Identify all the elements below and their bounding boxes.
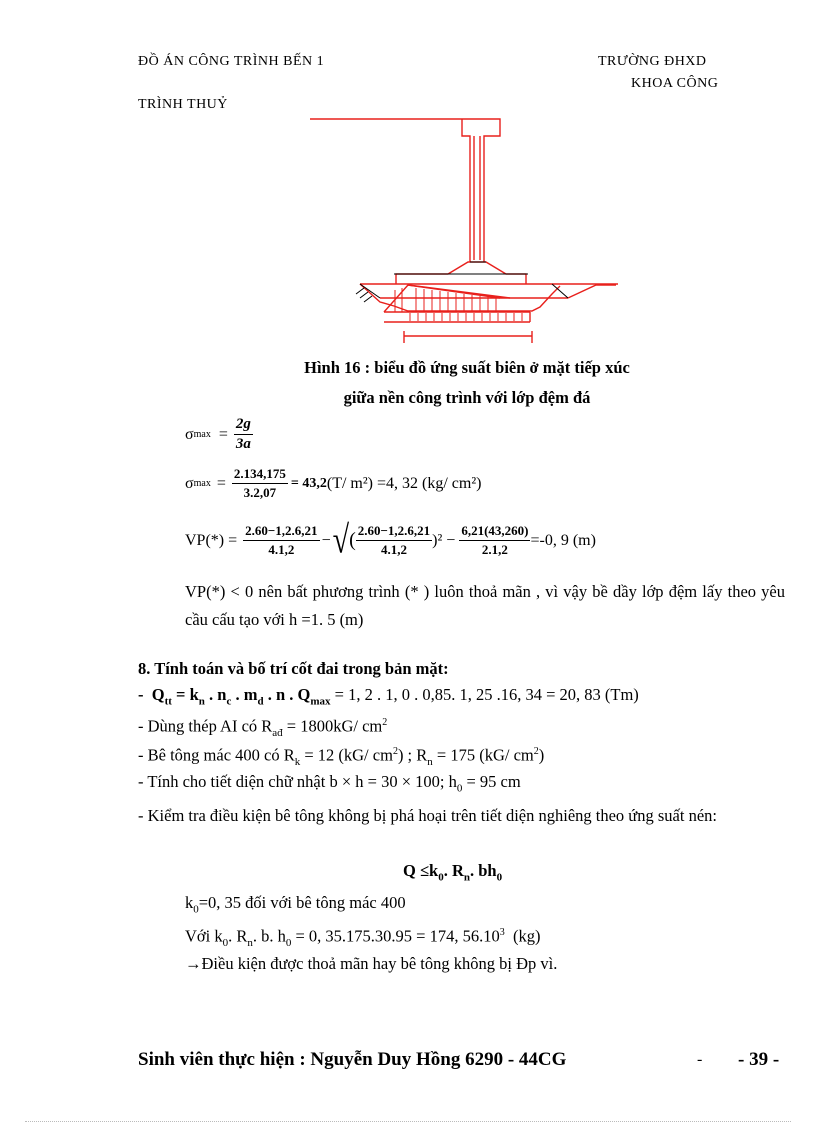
sigma-subscript: max bbox=[193, 478, 211, 489]
figure-caption-line1: Hình 16 : biểu đồ ứng suất biên ở mặt tiếp xúc bbox=[304, 358, 630, 377]
sigma-symbol: σ bbox=[185, 425, 194, 443]
section-8-title: 8. Tính toán và bố trí cốt đai trong bản mặt: bbox=[138, 659, 449, 678]
shear-condition-formula: $Q \le k_0$. $R_n$. $bh_0$ bbox=[403, 861, 503, 884]
header-right-line1: TRƯỜNG ĐHXD bbox=[598, 54, 707, 69]
capacity-line: Với $k_0$. $R_n$. b. $h_0 = 0$, 35.175.30.95 = 174, 56.10$^3$ (kg) bbox=[185, 926, 541, 949]
open-paren: ( bbox=[349, 529, 356, 551]
sigma-result-value: = 43,2 bbox=[290, 475, 327, 491]
sigma-subscript: max bbox=[193, 429, 211, 440]
conclusion-line: →Điều kiện được thoả mãn hay bê tông không bị Đp vì. bbox=[185, 954, 558, 973]
q-calculation-value: = 1, 2 . 1, 0 . 0,85. 1, 25 .16, 34 = 20, 83 (Tm) bbox=[334, 685, 639, 704]
fraction-denominator: 2.1,2 bbox=[481, 542, 508, 557]
header-left-line1: ĐỒ ÁN CÔNG TRÌNH BẾN 1 bbox=[138, 54, 325, 69]
fraction-numerator: 2.134,175 bbox=[232, 466, 288, 484]
minus-sign-2: − bbox=[446, 531, 456, 549]
figure-caption-line2: giữa nền công trình với lớp đệm đá bbox=[343, 388, 591, 407]
concrete-line: - Bê tông mác 400 có $R_k = 12$ (kG/ $cm^2$) ; $R_n = 175$ (kG/ $cm^2$) bbox=[138, 745, 545, 768]
vp-fraction-3 bbox=[459, 523, 530, 558]
vp-result: =-0, 9 (m) bbox=[530, 531, 596, 549]
footer-student: Sinh viên thực hiện : Nguyễn Duy Hồng 6290 - 44CG bbox=[138, 1049, 567, 1070]
footer-page-number: - 39 - bbox=[738, 1049, 780, 1070]
fraction-2g-3a bbox=[234, 416, 253, 453]
fraction-denominator: 3.2,07 bbox=[243, 485, 277, 500]
page-bottom-divider bbox=[25, 1121, 791, 1122]
square-root-icon: √ bbox=[332, 518, 350, 562]
vp-conclusion-paragraph: VP(*) < 0 nên bất phương trình (* ) luôn thoả mãn , vì vậy bề dầy lớp đệm lấy theo yêu cầu cấu tạo với h =1. 5 (m) bbox=[185, 582, 785, 629]
header-right-line2: KHOA CÔNG bbox=[631, 76, 719, 91]
fraction-denominator: 4.1,2 bbox=[380, 542, 407, 557]
footer-dash: - bbox=[697, 1051, 703, 1068]
vp-fraction-2 bbox=[356, 523, 432, 558]
fraction-numerator: 6,21(43,260) bbox=[459, 523, 530, 541]
equals-sign: = bbox=[218, 425, 228, 443]
fraction-denominator: 4.1,2 bbox=[268, 542, 295, 557]
vp-label: VP(*) = bbox=[185, 531, 238, 549]
fraction-sigma-value bbox=[232, 466, 288, 501]
sigma-symbol: σ bbox=[185, 474, 194, 492]
fraction-numerator: 2g bbox=[234, 416, 253, 435]
stress-diagram-figure bbox=[300, 112, 620, 352]
fraction-denominator: 3a bbox=[235, 436, 251, 452]
formula-sigma-value bbox=[185, 466, 481, 501]
steel-line: - Dùng thép AI có $R_{ađ} = 1800kG/$ $cm^2$ bbox=[138, 716, 388, 739]
formula-sigma-general bbox=[185, 416, 253, 453]
fraction-numerator: 2.60−1,2.6,21 bbox=[356, 523, 432, 541]
minus-sign: − bbox=[321, 531, 331, 549]
formula-vp bbox=[185, 518, 596, 562]
fraction-numerator: 2.60−1,2.6,21 bbox=[243, 523, 319, 541]
check-condition-paragraph: - Kiểm tra điều kiện bê tông không bị phá hoại trên tiết diện nghiêng theo ứng suất nén: bbox=[138, 806, 717, 825]
section-dimension-line: - Tính cho tiết diện chữ nhật b × h = 30 × 100; $h_0 = 95$ cm bbox=[138, 772, 521, 795]
square-power: )² bbox=[432, 531, 443, 549]
header-left-line2: TRÌNH THUỶ bbox=[138, 97, 228, 112]
k0-line: $k_0=0$, 35 đối với bê tông mác 400 bbox=[185, 893, 406, 916]
equals-sign: = bbox=[216, 474, 226, 492]
q-calculation-line: - $Q_{tt} = k_n$ . $n_c$ . $m_d$ . n . $Q_{max} = 1$, 2 . 1, 0 . 0,85. 1, 25 .16, 34 = 20, 83 (Tm) bbox=[138, 685, 639, 708]
sigma-result-units: (T/ m²) =4, 32 (kg/ cm²) bbox=[326, 474, 482, 492]
vp-fraction-1 bbox=[243, 523, 319, 558]
